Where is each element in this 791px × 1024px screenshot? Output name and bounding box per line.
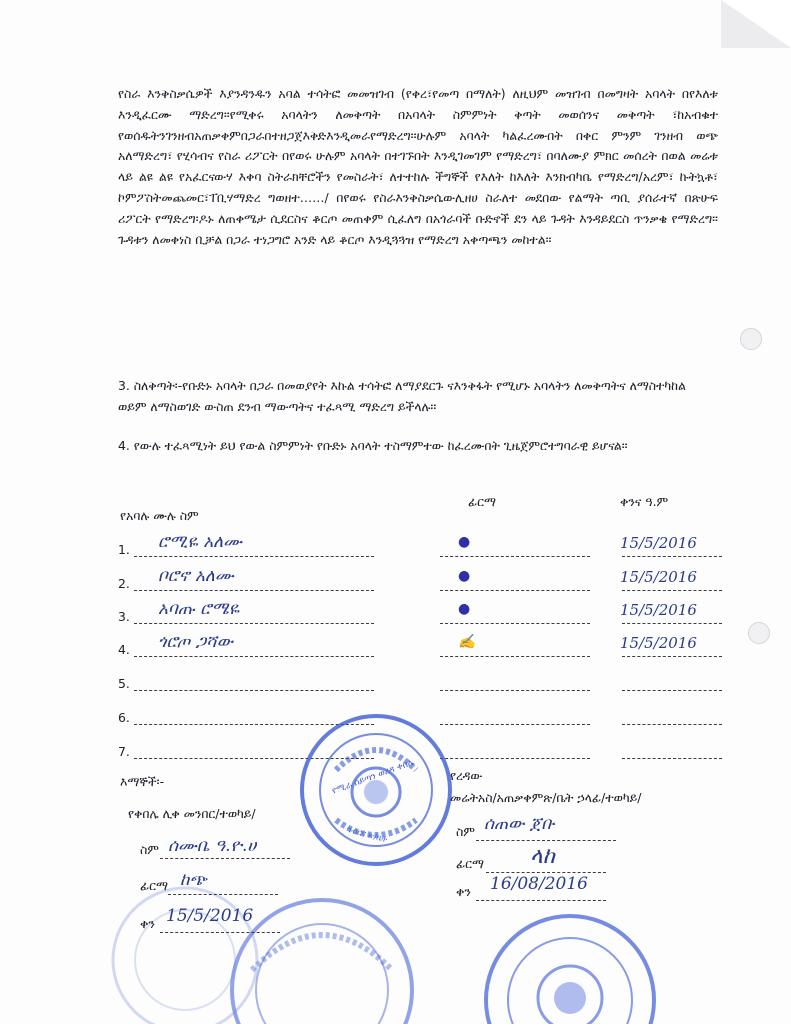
date-line	[622, 656, 722, 657]
row-number: 2.	[118, 576, 130, 591]
office-subtitle: መሬትአስ/አጠቃቀምጽ/ቤት ኃላፊ/ተወካይ/	[450, 790, 642, 805]
office-date-label: ቀን	[456, 884, 471, 899]
member-name: ቦሮኖ አለሙ	[158, 566, 234, 586]
office-sign-line	[486, 872, 606, 873]
member-signature: ✍	[458, 634, 476, 650]
row-number: 5.	[118, 676, 130, 691]
office-name-line	[476, 840, 616, 841]
witness-name-line	[160, 858, 290, 859]
witness-sign-label: ፊርማ	[140, 878, 168, 893]
name-line	[134, 623, 374, 624]
date-line	[622, 758, 722, 759]
member-signature: ●	[458, 568, 471, 584]
member-date: 15/5/2016	[620, 534, 697, 552]
table-header-date: ቀንና ዓ.ም	[620, 494, 669, 509]
member-name: አባጡ ሮሜዬ	[158, 599, 240, 619]
office-name-value: ሰጠው ጀቡ	[484, 814, 555, 834]
page-fold	[721, 0, 791, 48]
office-date-value: 16/08/2016	[490, 874, 588, 894]
punch-hole-top	[740, 328, 762, 350]
row-number: 7.	[118, 744, 130, 759]
official-stamp-right	[480, 910, 660, 1024]
witness-signature: ከጭ	[180, 870, 207, 890]
witness-sign-line	[168, 894, 278, 895]
contract-body	[118, 84, 718, 264]
table-row	[118, 532, 738, 562]
office-date-line	[476, 900, 606, 901]
official-stamp-center	[296, 710, 456, 870]
row-number: 1.	[118, 542, 130, 557]
table-row	[118, 632, 738, 662]
stamp-text-inner: ግብርና ጽ/ቤት	[345, 824, 389, 845]
member-signature: ●	[458, 601, 471, 617]
table-header-signature: ፊርማ	[468, 494, 496, 509]
witness-name-label: ስም	[140, 842, 159, 857]
signature-line	[440, 656, 590, 657]
member-date: 15/5/2016	[620, 634, 697, 652]
row-number: 4.	[118, 642, 130, 657]
witness-date-line	[160, 932, 280, 933]
date-line	[622, 623, 722, 624]
member-name: ጎሮጦ ጋሻው	[158, 632, 234, 652]
table-row	[118, 672, 738, 696]
witnesses-title: እማኞች፡-	[120, 774, 165, 789]
date-line	[622, 556, 722, 557]
office-signature: ላከ	[530, 844, 555, 869]
office-name-label: ስም	[456, 824, 475, 839]
date-line	[622, 724, 722, 725]
signature-line	[440, 623, 590, 624]
witness-date-label: ቀን	[140, 916, 155, 931]
receiver-label: የቀበሌ ሊቀ መንበር/ተወካይ/	[128, 806, 256, 821]
name-line	[134, 656, 374, 657]
office-title: የረዳው	[450, 768, 483, 783]
member-signature: ●	[458, 534, 471, 550]
witness-name-value: ሰሙቤ ዓ.ዮ.ሀ	[168, 836, 257, 856]
punch-hole-bottom	[748, 622, 770, 644]
signature-line	[440, 724, 590, 725]
member-name: ሮሚዬ አለሙ	[158, 532, 242, 552]
name-line	[134, 690, 374, 691]
name-line	[134, 590, 374, 591]
member-date: 15/5/2016	[620, 568, 697, 586]
signature-line	[440, 690, 590, 691]
row-number: 3.	[118, 609, 130, 624]
date-line	[622, 690, 722, 691]
signature-line	[440, 590, 590, 591]
row-number: 6.	[118, 710, 130, 725]
clause-3-penalty: 3. ስለቅጣት፡-የቡድኑ አባላት በጋራ በመወያየት እኩል ተሳትፎ ለማያደርጉ ናእንቅፋት የሚሆኑ አባላትን ለመቅጣትና ለማስተካከል ወይም ለማስወገድ ውስጠ ደንብ ማውጣትና ተፈጻሚ ማድረግ ይችላሉ፡፡	[118, 378, 686, 414]
witness-date-value: 15/5/2016	[166, 906, 254, 926]
signature-line	[440, 556, 590, 557]
signature-line	[440, 758, 590, 759]
table-header-name: የአባሉ ሙሉ ስም	[120, 508, 199, 523]
name-line	[134, 556, 374, 557]
clause-4-validity: 4. የውሉ ተፈጻሚነት ይህ የውል ስምምነት የቡድኑ አባላት ተስማምተው ከፈረሙበት ጊዜጀምሮተግባራዊ ይሆናል፡፡	[118, 438, 628, 453]
office-sign-label: ፊርማ	[456, 856, 484, 871]
table-row	[118, 566, 738, 596]
date-line	[622, 590, 722, 591]
stamp-text-main: የሚራ ሰይጣን ወረዳ ቀበሌ	[330, 757, 416, 797]
member-date: 15/5/2016	[620, 601, 697, 619]
table-row	[118, 599, 738, 629]
paragraph-duties: የስራ እንቅስቃሴዎች እያንዳንዱን አባል ተሳትፎ መመዝገብ (የቀረ፣የመጣ በማለት) ለዚህም መዝገብ በመግዛት አባላት በየእለቱ እንዲፈርሙ ማድረግ፡፡የሚቀሩ አባላትን ለመቅጣት በአባላት ስምምነት ቅጣት መወሰንና መቅጣት ፣ከአብቁተ የወሰዱትንገንዘብአጠቃቀምበጋራበተዘጋጀእቅድእንዲመራየማድረግ፡፡ሁሉም አባላት ካልፈረሙበት በቀር ምንም ገንዘብ ወጭ አለማድረግ፣ የሂሳብና የስራ ሪፖርት በየወሩ ሁሉም አባላት በተገኙበት እንዲገመገም የማድረግ፣ በባለሙያ ምክር መሰረት በወል መሬቱ ላይ ልዩ ልዩ የአፈርናውሃ እቀባ ስትራክቸሮችን የመስራት፣ ለተተከሉ ችግኞች የእለት ከእለት እንክብካቤ የማድረግ/አረም፣ ኩትኳቶ፣ ኮምፖስትመጨመር፣ፐቢሃማድረ ግወዘተ……/ በየወሩ የስራእንቅስቃሴውሊዘሀ ስራለተ መደበው የልማት ጣቢ ያሰራተኛ በጽሁፍ ሪፖርት የማድረግ፡ዶኑ ለጠቀሜታ ሲደርስና ቆርጦ መጠቀም ሲፈለግ በአጎራባች ቡድኖች ደን ላይ ጉዳት እንዳይደርስ ጥንቃቄ የማድረግ፡፡ ጉዳቱን ለመቀነስ ቢቻል በጋራ ተነጋግሮ አንድ ላይ ቆርጦ እንዲጓጓዝ የማድረግ አቀጣጫን መከተል፡፡	[118, 86, 718, 247]
